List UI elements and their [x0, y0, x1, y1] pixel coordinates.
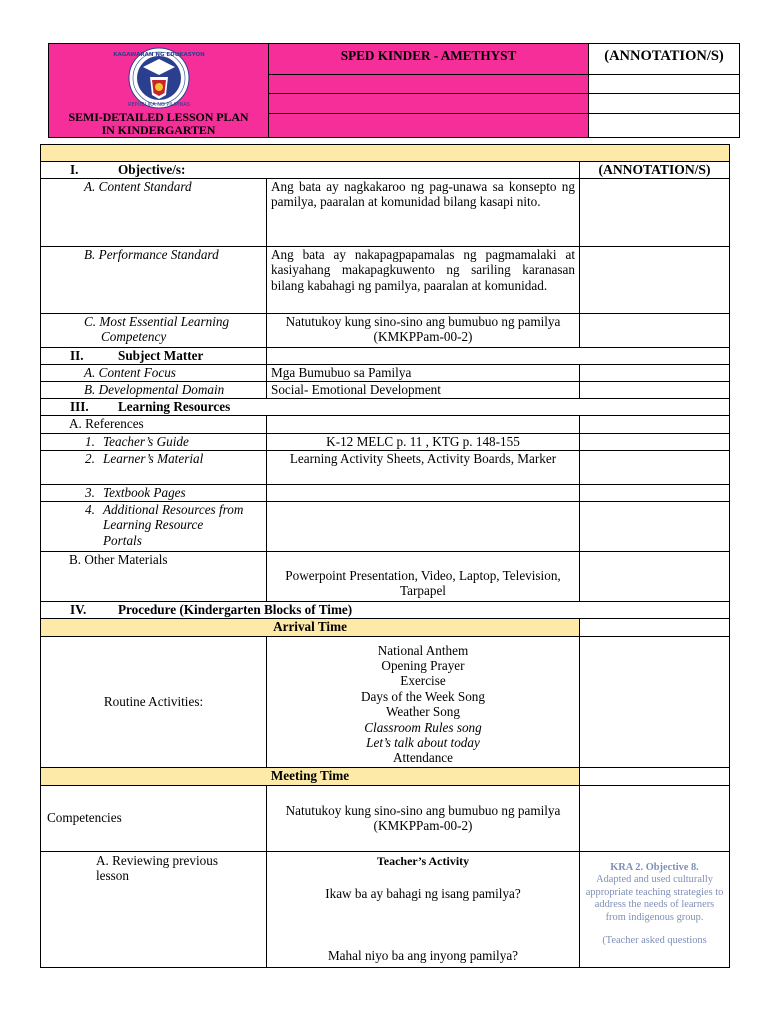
- performance-standard-text: Ang bata ay nakapagpapamalas ng pagmamalaki at kasiyahang makapagkuwento ng sariling karanasan bilang kabahagi ng pamilya, paaralan at komunidad.: [267, 246, 580, 313]
- header-annotation-cell: [589, 94, 740, 113]
- procedure-heading: [41, 601, 730, 618]
- content-focus-label: A. Content Focus: [41, 364, 267, 381]
- textbook-pages-label: [41, 484, 267, 501]
- teachers-activity-title: Teacher’s Activity: [376, 853, 470, 868]
- procedure-numeral: IV.: [70, 601, 87, 617]
- melc-label-line2: Competency: [101, 329, 167, 344]
- plan-title: [49, 111, 268, 137]
- annotation-cell: [580, 313, 730, 347]
- learning-resources-heading: [41, 398, 730, 415]
- subject-matter-blank: [267, 347, 730, 364]
- teachers-guide-label: [41, 433, 267, 450]
- header-blank-cell: [269, 94, 589, 113]
- routine-item: Classroom Rules song: [364, 719, 482, 735]
- references-label: A. References: [41, 415, 267, 433]
- arrival-time-heading: Arrival Time: [41, 618, 580, 636]
- subject-matter-title: Subject Matter: [118, 347, 204, 363]
- developmental-domain-label: B. Developmental Domain: [41, 381, 267, 398]
- item-number: 4.: [85, 501, 95, 517]
- svg-text:REPUBLIKA NG PILIPINAS: REPUBLIKA NG PILIPINAS: [127, 102, 190, 108]
- section-name: SPED KINDER - AMETHYST: [269, 44, 589, 75]
- top-band: [41, 145, 730, 162]
- objectives-numeral: I.: [70, 162, 79, 177]
- annotation-cell: [580, 246, 730, 313]
- routine-activities-list: [267, 636, 580, 767]
- other-materials-label: B. Other Materials: [41, 551, 267, 601]
- objectives-heading: [41, 162, 580, 179]
- routine-activities-label: Routine Activities:: [41, 636, 267, 767]
- routine-item: Days of the Week Song: [361, 688, 485, 704]
- annotation-cell: [580, 767, 730, 785]
- kra-text: Adapted and used culturally appropriate teaching strategies to address the needs of learners from indigenous group.: [585, 874, 724, 923]
- routine-item: Attendance: [392, 750, 454, 766]
- teachers-activity-cell: [267, 851, 580, 967]
- annotation-cell: [580, 501, 730, 551]
- melc-text: Natutukoy kung sino-sino ang bumubuo ng pamilya (KMKPPam-00-2): [267, 313, 580, 347]
- item-number: 3.: [85, 484, 95, 500]
- header-annotation-label: (ANNOTATION/S): [589, 44, 740, 75]
- routine-item: Exercise: [400, 673, 446, 689]
- annotation-cell: [580, 450, 730, 484]
- additional-resources-label: [41, 501, 267, 551]
- annotation-cell: [580, 785, 730, 851]
- routine-item: Weather Song: [385, 704, 460, 720]
- annotation-cell: [580, 636, 730, 767]
- subject-matter-numeral: II.: [70, 347, 84, 363]
- content-focus-text: Mga Bumubuo sa Pamilya: [267, 364, 580, 381]
- item-label: Learner’s Material: [103, 450, 204, 466]
- header-annotation-cell: [589, 74, 740, 93]
- kra-note: (Teacher asked questions: [602, 935, 707, 946]
- item-label: Teacher’s Guide: [103, 433, 189, 449]
- other-materials-text: Powerpoint Presentation, Video, Laptop, Television, Tarpapel: [267, 551, 580, 601]
- item-number: 1.: [85, 433, 95, 449]
- annotation-cell: [580, 618, 730, 636]
- additional-resources-text: [267, 501, 580, 551]
- plan-title-line2: IN KINDERGARTEN: [101, 123, 216, 137]
- annotation-cell: [580, 364, 730, 381]
- header-title-cell: [49, 44, 269, 138]
- learners-material-text: Learning Activity Sheets, Activity Boards, Marker: [267, 450, 580, 484]
- objectives-title: Objective/s:: [118, 162, 186, 177]
- item-label: Textbook Pages: [103, 484, 186, 500]
- deped-seal-graphic: [112, 47, 205, 109]
- subject-matter-heading: [41, 347, 267, 364]
- developmental-domain-text: Social- Emotional Development: [267, 381, 580, 398]
- kra-annotation: [580, 851, 730, 967]
- annotation-cell: [580, 415, 730, 433]
- header-annotation-cell: [589, 113, 740, 137]
- competencies-text: Natutukoy kung sino-sino ang bumubuo ng pamilya (KMKPPam-00-2): [267, 785, 580, 851]
- lesson-plan-table: [40, 144, 730, 968]
- annotation-cell: [580, 484, 730, 501]
- teachers-guide-text: K-12 MELC p. 11 , KTG p. 148-155: [267, 433, 580, 450]
- routine-item: National Anthem: [377, 642, 469, 658]
- annotation-cell: [580, 433, 730, 450]
- annotation-cell: [580, 381, 730, 398]
- routine-item: Let’s talk about today: [366, 734, 480, 750]
- header-blank-cell: [269, 74, 589, 93]
- learners-material-label: [41, 450, 267, 484]
- references-blank: [267, 415, 580, 433]
- reviewing-lesson-label: A. Reviewing previous lesson: [41, 851, 267, 967]
- melc-label-line1: C. Most Essential Learning: [84, 313, 230, 329]
- procedure-title: Procedure (Kindergarten Blocks of Time): [118, 601, 353, 617]
- header-table: [48, 43, 740, 138]
- content-standard-label: A. Content Standard: [41, 178, 267, 246]
- kra-title: KRA 2. Objective 8.: [610, 861, 699, 873]
- competencies-label: Competencies: [41, 785, 267, 851]
- learning-resources-title: Learning Resources: [118, 398, 231, 414]
- item-label: Additional Resources from Learning Resource Portals: [103, 501, 244, 548]
- deped-seal-icon: [49, 44, 268, 109]
- review-question-1: Ikaw ba ay bahagi ng isang pamilya?: [325, 886, 521, 901]
- routine-item: Opening Prayer: [381, 657, 465, 673]
- header-blank-cell: [269, 113, 589, 137]
- meeting-time-heading: Meeting Time: [41, 767, 580, 785]
- content-standard-text: Ang bata ay nagkakaroo ng pag-unawa sa konsepto ng pamilya, paaralan at komunidad bilang kasapi nito.: [267, 178, 580, 246]
- performance-standard-label: B. Performance Standard: [41, 246, 267, 313]
- objectives-annotation-label: (ANNOTATION/S): [580, 162, 730, 179]
- learning-resources-numeral: III.: [70, 398, 89, 414]
- melc-label: [41, 313, 267, 347]
- textbook-pages-text: [267, 484, 580, 501]
- svg-text:KAGAWARAN NG EDUKASYON: KAGAWARAN NG EDUKASYON: [112, 52, 205, 58]
- plan-title-line1: SEMI-DETAILED LESSON PLAN: [68, 110, 249, 124]
- annotation-cell: [580, 178, 730, 246]
- annotation-cell: [580, 551, 730, 601]
- review-question-2: Mahal niyo ba ang inyong pamilya?: [327, 947, 519, 963]
- item-number: 2.: [85, 450, 95, 466]
